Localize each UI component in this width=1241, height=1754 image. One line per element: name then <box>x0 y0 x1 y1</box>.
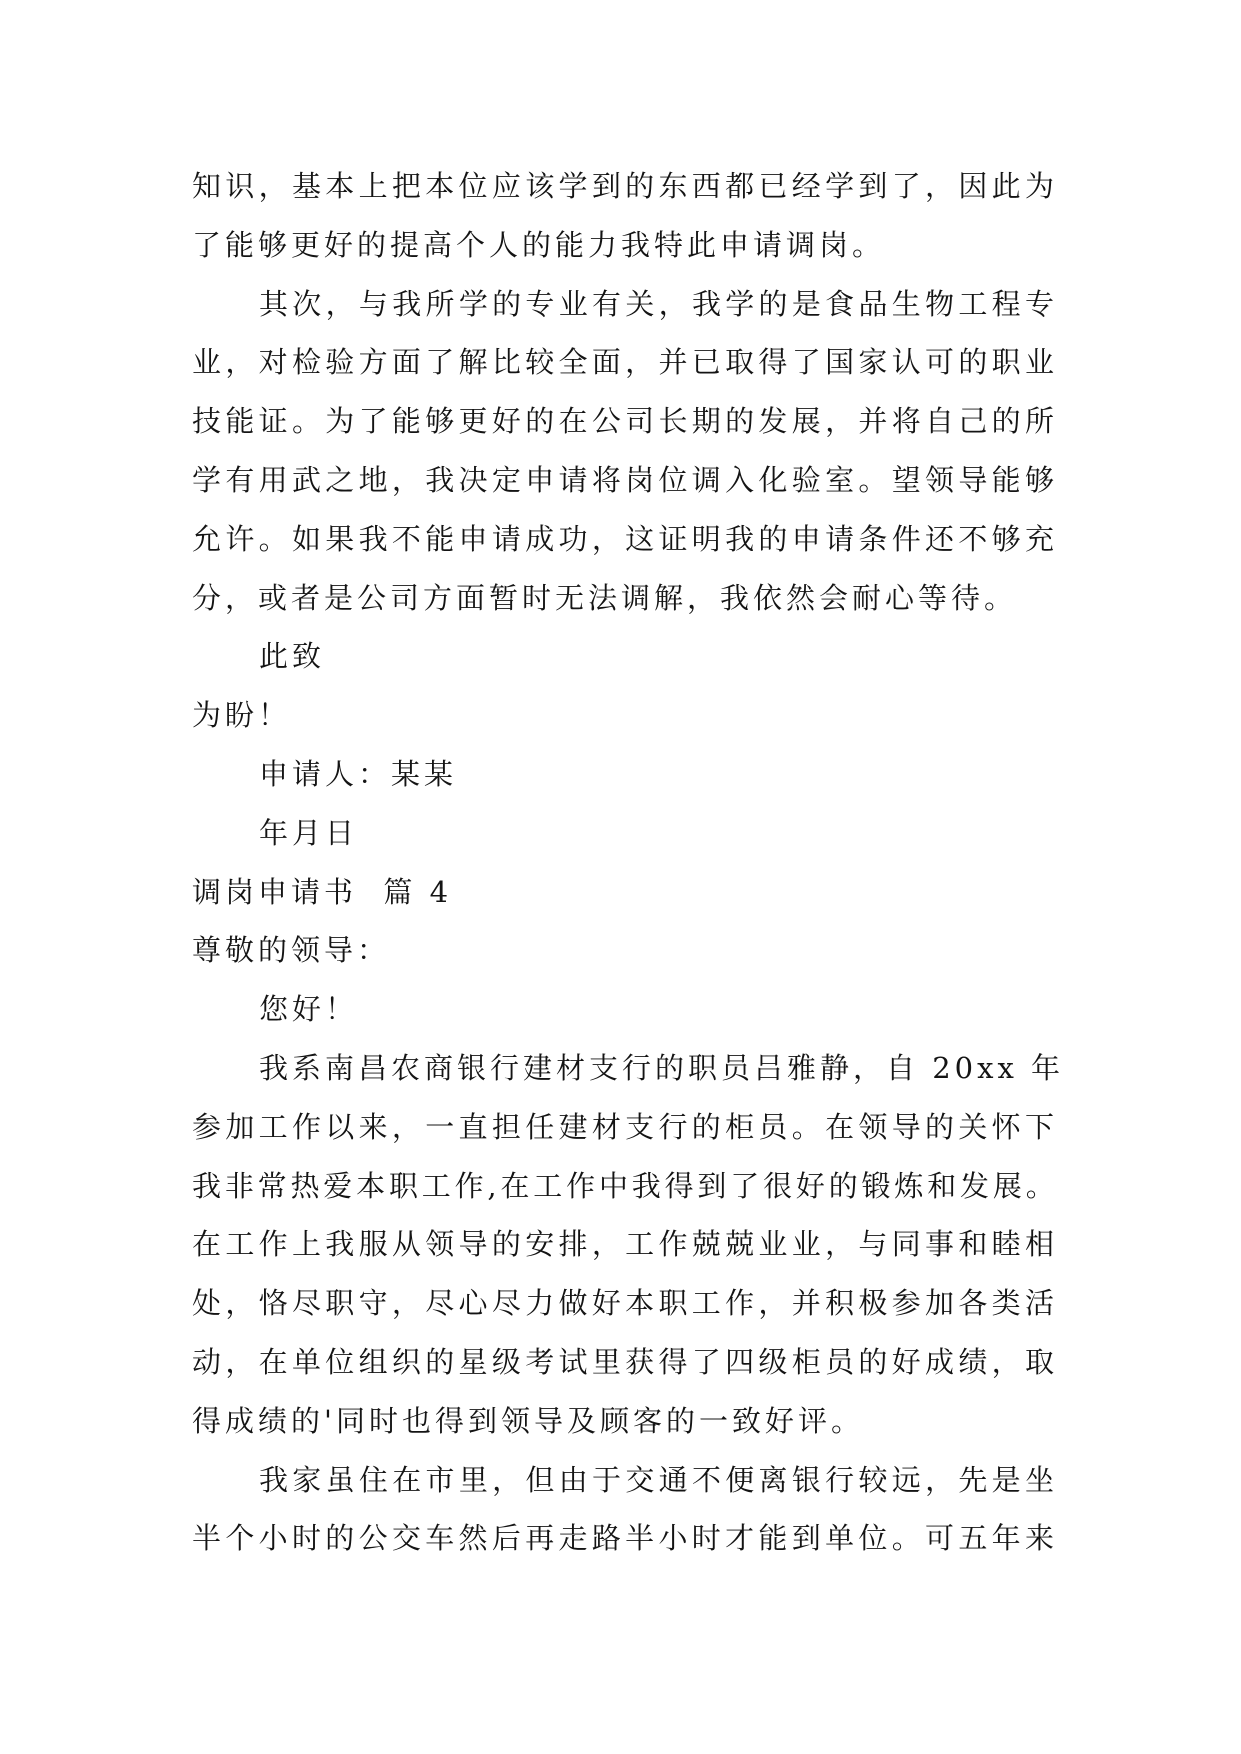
text-line: 知识，基本上把本位应该学到的东西都已经学到了，因此为 <box>192 169 1058 203</box>
text-line: 参加工作以来，一直担任建材支行的柜员。在领导的关怀下 <box>192 1109 1058 1144</box>
document-body <box>192 157 1065 1568</box>
text-line: 半个小时的公交车然后再走路半小时才能到单位。可五年来 <box>192 1521 1058 1556</box>
paragraph-start-line: 我系南昌农商银行建材支行的职员吕雅静，自 20xx 年 <box>259 1050 1065 1085</box>
section-heading: 调岗申请书 篇 4 <box>192 874 453 909</box>
paragraph-start-line: 其次，与我所学的专业有关，我学的是食品生物工程专 <box>259 286 1058 321</box>
text-line: 得成绩的'同时也得到领导及顾客的一致好评。 <box>192 1403 864 1438</box>
closing-line: 为盼！ <box>192 698 292 733</box>
closing-line: 此致 <box>259 639 326 674</box>
greeting: 您好！ <box>259 992 359 1027</box>
salutation: 尊敬的领导： <box>192 933 391 968</box>
text-line: 允许。如果我不能申请成功，这证明我的申请条件还不够充 <box>192 521 1058 556</box>
date-line: 年月日 <box>259 815 359 850</box>
signature-line: 申请人：某某 <box>259 756 458 791</box>
text-line: 技能证。为了能够更好的在公司长期的发展，并将自己的所 <box>192 404 1058 439</box>
text-line: 业，对检验方面了解比较全面，并已取得了国家认可的职业 <box>192 345 1058 380</box>
text-line: 动，在单位组织的星级考试里获得了四级柜员的好成绩，取 <box>192 1344 1058 1379</box>
text-line: 学有用武之地，我决定申请将岗位调入化验室。望领导能够 <box>192 462 1058 497</box>
text-line: 分，或者是公司方面暂时无法调解，我依然会耐心等待。 <box>192 580 1018 615</box>
text-line: 我非常热爱本职工作,在工作中我得到了很好的锻炼和发展。 <box>192 1168 1058 1203</box>
text-line: 了能够更好的提高个人的能力我特此申请调岗。 <box>192 227 886 262</box>
paragraph-start-line: 我家虽住在市里，但由于交通不便离银行较远，先是坐 <box>259 1462 1058 1497</box>
text-line: 在工作上我服从领导的安排，工作兢兢业业，与同事和睦相 <box>192 1227 1058 1262</box>
text-line: 处，恪尽职守，尽心尽力做好本职工作，并积极参加各类活 <box>192 1286 1058 1321</box>
